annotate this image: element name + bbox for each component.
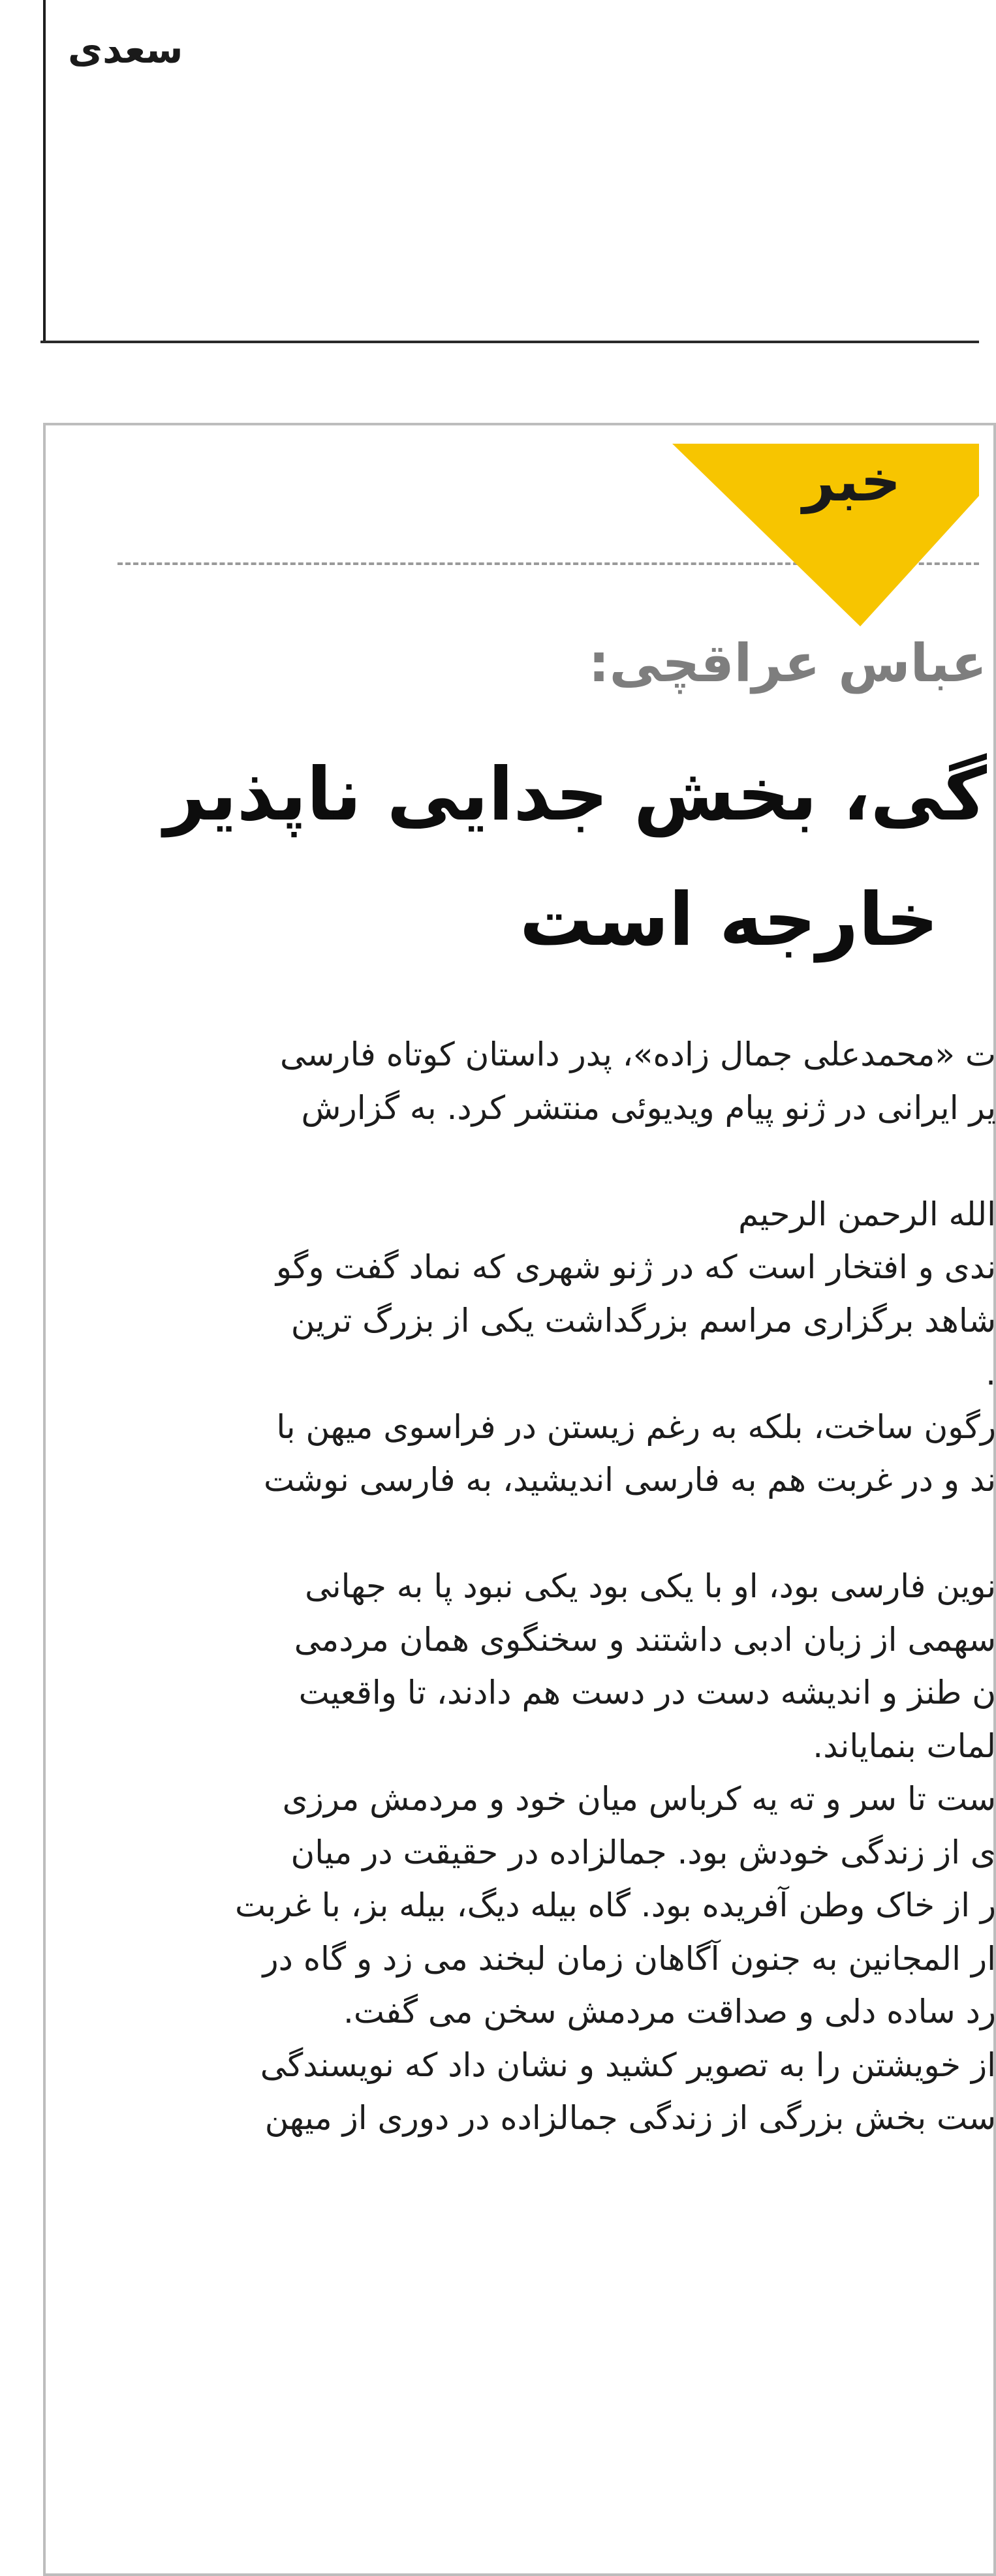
top-column-line-name: سعدی [68, 27, 183, 72]
body-text-line: . [986, 1355, 996, 1392]
body-text-line: ند و در غربت هم به فارسی اندیشید، به فارسی نوشت [264, 1461, 996, 1499]
body-text-line: سهمی از زبان ادبی داشتند و سخنگوی همان مردمی [294, 1620, 996, 1659]
headline-line-2: خارجه است [520, 878, 939, 962]
news-badge-label: خبر [802, 449, 901, 514]
body-text-line: نوین فارسی بود، او با یکی بود یکی نبود پا به جهانی [305, 1567, 996, 1605]
body-text-line: ندی و افتخار است که در ژنو شهری که نماد گفت وگو [275, 1248, 996, 1286]
body-text-line: ی از زندگی خودش بود. جمالزاده در حقیقت در میان [290, 1833, 996, 1871]
body-text-line: ر از خاک وطن آفریده بود. گاه بیله دیگ، بیله بز، با غربت [234, 1886, 996, 1924]
body-text-line: ست بخش بزرگی از زندگی جمالزاده در دوری از میهن [264, 2099, 996, 2137]
news-badge [0, 0, 979, 652]
body-text-line: رد ساده دلی و صداقت مردمش سخن می گفت. [343, 1993, 996, 2031]
kicker-title: عباس عراقچی: [588, 633, 987, 694]
paragraph-gap [56, 1135, 996, 1188]
body-text-line: ست تا سر و ته یه کرباس میان خود و مردمش مرزی [282, 1780, 996, 1818]
body-text-line: یر ایرانی در ژنو پیام ویدیوئی منتشر کرد. به گزارش [301, 1088, 996, 1127]
body-text-line: ار المجانین به جنون آگاهان زمان لبخند می زد و گاه در [262, 1939, 996, 1978]
article-body [56, 1028, 996, 2145]
paragraph-gap [56, 1507, 996, 1561]
body-text-line: ت «محمدعلی جمال زاده»، پدر داستان کوتاه فارسی [279, 1035, 996, 1073]
body-text-line: شاهد برگزاری مراسم بزرگداشت یکی از بزرگ ترین [290, 1301, 996, 1340]
body-text-line: ن طنز و اندیشه دست در دست هم دادند، تا واقعیت [298, 1674, 996, 1711]
headline-line-1: گی، بخش جدایی ناپذیر [164, 752, 987, 837]
body-text-line: رگون ساخت، بلکه به رغم زیستن در فراسوی میهن با [276, 1407, 996, 1446]
body-text-line: الله الرحمن الرحیم [738, 1195, 996, 1233]
body-text-line: لمات بنمایاند. [813, 1726, 996, 1765]
body-text-line: از خویشتن را به تصویر کشید و نشان داد که نویسندگی [260, 2046, 996, 2084]
